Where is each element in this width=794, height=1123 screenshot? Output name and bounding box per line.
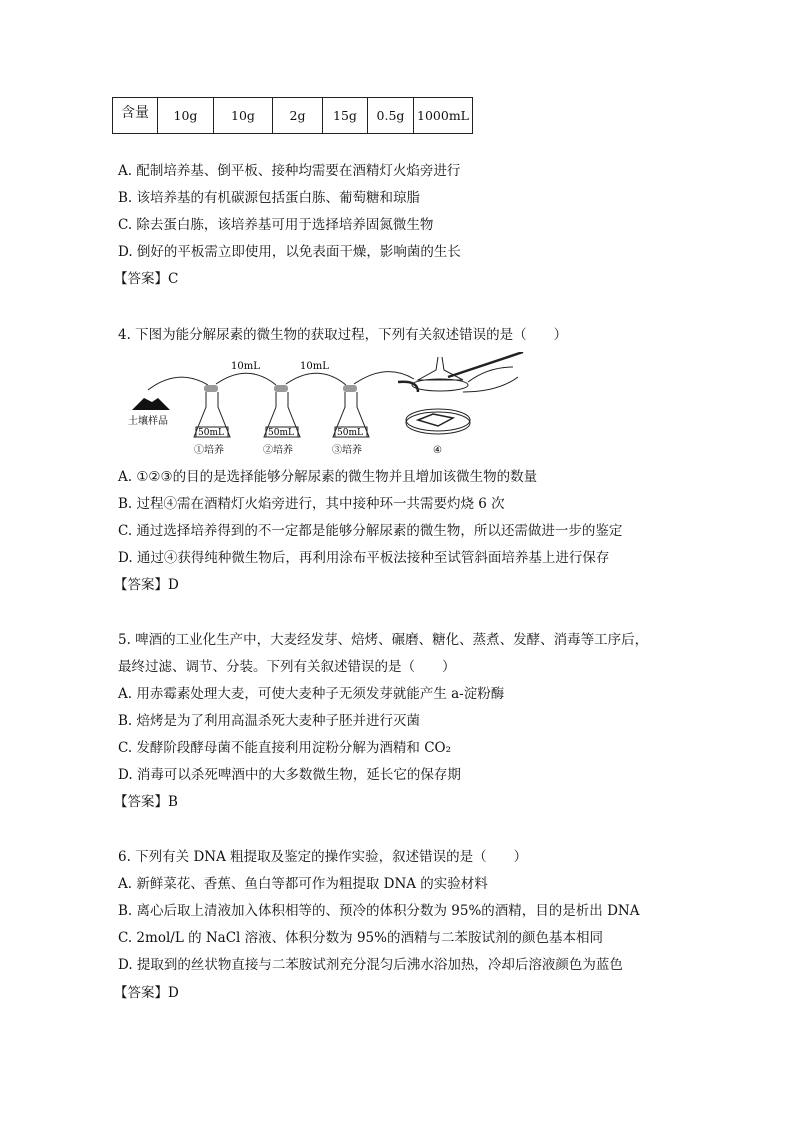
medium-composition-table [112, 97, 473, 134]
step-label: ②培养 [263, 445, 293, 456]
q3-option-a: A. 配制培养基、倒平板、接种均需要在酒精灯火焰旁进行 [118, 163, 461, 179]
q6-answer: 【答案】D [114, 985, 179, 1001]
q6-option-b: B. 离心后取上清液加入体积相等的、预冷的体积分数为 95%的酒精，目的是析出 DNA [118, 903, 640, 919]
q5-option-c: C. 发酵阶段酵母菌不能直接利用淀粉分解为酒精和 CO₂ [118, 740, 452, 756]
q4-option-a: A. ①②③的目的是选择能够分解尿素的微生物并且增加该微生物的数量 [118, 469, 538, 485]
table-cell: 0.5g [368, 98, 414, 134]
q4-option-b: B. 过程④需在酒精灯火焰旁进行，其中接种环一共需要灼烧 6 次 [118, 496, 505, 512]
flask-volume-label: 50mL [268, 428, 294, 438]
q5-option-d: D. 消毒可以杀死啤酒中的大多数微生物，延长它的保存期 [118, 767, 461, 783]
q4-stem: 4. 下图为能分解尿素的微生物的获取过程，下列有关叙述错误的是（ ） [118, 327, 568, 343]
table-cell: 10g [158, 98, 214, 134]
flask-volume-label: 50mL [337, 428, 363, 438]
transfer-label: 10mL [300, 361, 329, 372]
step-label: ①培养 [194, 445, 224, 456]
table-cell: 1000mL [414, 98, 473, 134]
soil-pile-icon [132, 398, 170, 410]
q5-stem-cont: 最终过滤、调节、分装。下列有关叙述错误的是（ ） [118, 659, 456, 675]
q6-stem: 6. 下列有关 DNA 粗提取及鉴定的操作实验，叙述错误的是（ ） [118, 849, 528, 865]
q4-option-d: D. 通过④获得纯种微生物后，再利用涂布平板法接种至试管斜面培养基上进行保存 [118, 550, 610, 566]
q3-answer: 【答案】C [114, 271, 179, 287]
table-cell: 15g [323, 98, 368, 134]
arrow-curve [286, 373, 346, 385]
soil-sample-label: 土壤样品 [128, 416, 168, 427]
q6-option-d: D. 提取到的丝状物直接与二苯胺试剂充分混匀后沸水浴加热，冷却后溶液颜色为蓝色 [118, 957, 623, 973]
q4-answer: 【答案】D [114, 577, 179, 593]
flask-volume-label: 50mL [198, 428, 224, 438]
transfer-label: 10mL [231, 361, 260, 372]
arrow-curve [148, 377, 208, 390]
arrow-curve [216, 373, 276, 385]
q6-option-c: C. 2mol/L 的 NaCl 溶液、体积分数为 95%的酒精与二苯胺试剂的颜色基本相同 [118, 930, 603, 946]
q5-stem: 5. 啤酒的工业化生产中，大麦经发芽、焙烤、碾磨、糖化、蒸煮、发酵、消毒等工序后， [118, 632, 649, 648]
q6-option-a: A. 新鲜菜花、香蕉、鱼白等都可作为粗提取 DNA 的实验材料 [118, 876, 488, 892]
alcohol-lamp-inoculation-icon [398, 352, 523, 392]
q3-option-c: C. 除去蛋白胨，该培养基可用于选择培养固氮微生物 [118, 217, 434, 233]
step-label: ④ [433, 445, 442, 456]
table-label: 含量 [113, 98, 158, 134]
table-cell: 2g [273, 98, 323, 134]
q3-option-b: B. 该培养基的有机碳源包括蛋白胨、葡萄糖和琼脂 [118, 190, 421, 206]
q5-option-a: A. 用赤霉素处理大麦，可使大麦种子无须发芽就能产生 a-淀粉酶 [118, 686, 505, 702]
microbe-isolation-figure [118, 352, 538, 458]
table-cell: 10g [214, 98, 273, 134]
q3-option-d: D. 倒好的平板需立即使用，以免表面干燥，影响菌的生长 [118, 244, 461, 260]
step-label: ③培养 [332, 445, 362, 456]
petri-dish-streak-icon [406, 409, 470, 434]
q4-option-c: C. 通过选择培养得到的不一定都是能够分解尿素的微生物，所以还需做进一步的鉴定 [118, 523, 623, 539]
q5-answer: 【答案】B [114, 794, 178, 810]
q5-option-b: B. 焙烤是为了利用高温杀死大麦种子胚并进行灭菌 [118, 713, 421, 729]
